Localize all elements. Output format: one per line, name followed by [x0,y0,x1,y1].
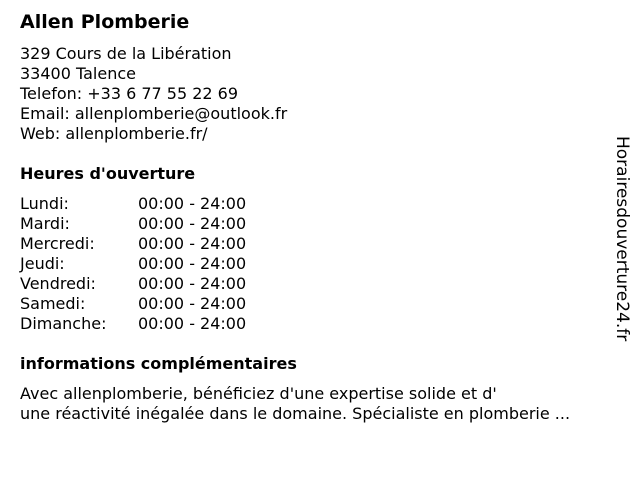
hours-row-sunday [20,314,280,334]
day-label: Mercredi: [20,234,95,253]
day-label: Lundi: [20,194,69,213]
address-city: 33400 Talence [20,64,136,83]
hours-row-monday [20,194,280,214]
contact-block [20,44,287,144]
time-range: 00:00 - 24:00 [138,214,247,233]
day-label: Jeudi: [20,254,65,273]
day-label: Samedi: [20,294,86,313]
description-line: une réactivité inégalée dans le domaine. Spécialiste en plomberie ... [20,404,571,423]
watermark: Horairesdouverture24.fr [612,136,632,342]
day-label: Mardi: [20,214,70,233]
web-line: Web: allenplomberie.fr/ [20,124,208,143]
description [20,384,570,424]
time-range: 00:00 - 24:00 [138,274,247,293]
business-name: Allen Plomberie [20,11,190,33]
hours-row-wednesday [20,234,280,254]
day-label: Dimanche: [20,314,107,333]
address-street: 329 Cours de la Libération [20,44,232,63]
day-label: Vendredi: [20,274,96,293]
hours-heading: Heures d'ouverture [20,164,196,183]
hours-table [20,194,280,334]
time-range: 00:00 - 24:00 [138,294,247,313]
info-heading: informations complémentaires [20,354,297,373]
hours-row-saturday [20,294,280,314]
hours-row-thursday [20,254,280,274]
time-range: 00:00 - 24:00 [138,234,247,253]
phone-line: Telefon: +33 6 77 55 22 69 [20,84,239,103]
time-range: 00:00 - 24:00 [138,314,247,333]
time-range: 00:00 - 24:00 [138,194,247,213]
hours-row-tuesday [20,214,280,234]
email-line: Email: allenplomberie@outlook.fr [20,104,288,123]
description-line: Avec allenplomberie, bénéficiez d'une expertise solide et d' [20,384,497,403]
hours-row-friday [20,274,280,294]
time-range: 00:00 - 24:00 [138,254,247,273]
